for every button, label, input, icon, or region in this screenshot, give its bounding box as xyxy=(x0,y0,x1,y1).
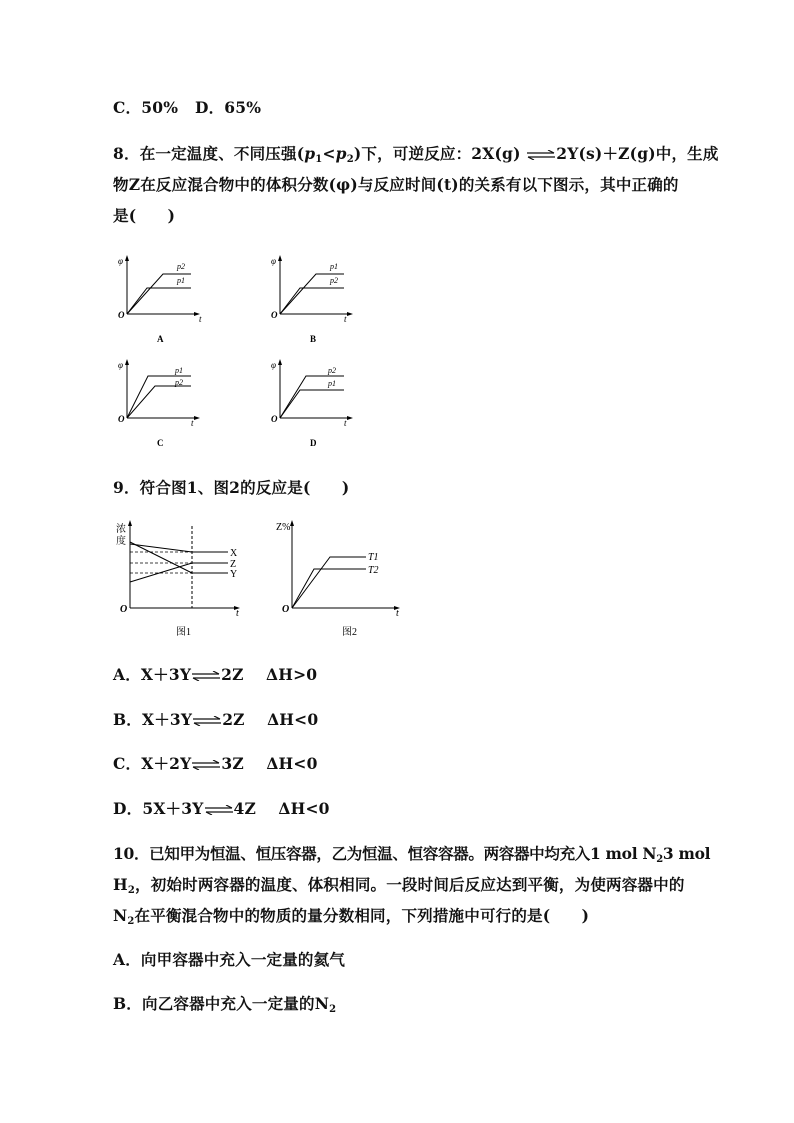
q9-figure-1 xyxy=(112,516,252,642)
q8-stem-mid: )下，可逆反应：2X(g) xyxy=(353,144,527,163)
y-axis-label: 度 xyxy=(116,536,126,547)
q10-text: N xyxy=(113,906,128,925)
curve-label: p2 xyxy=(177,262,185,271)
q8-reaction-rhs: 2Y(s)＋Z(g)中，生成 xyxy=(556,144,719,163)
equilibrium-arrow-icon xyxy=(192,716,222,726)
q10-stem-line2: $H_2$，初始时两容器的温度、体积相同。一段时间后反应达到平衡，为使两容器中的 xyxy=(113,875,685,896)
q10-option-a: A．向甲容器中充入一定量的氦气 xyxy=(113,950,346,969)
series-label-x: X xyxy=(230,548,238,559)
origin-label: O xyxy=(120,604,128,615)
q10-option-b: B．向乙容器中充入一定量的$N_2$ xyxy=(113,994,337,1015)
q7-option-d: D．65% xyxy=(194,98,262,117)
q9-figure-2 xyxy=(276,516,406,642)
option-label: A．X＋3Y xyxy=(113,665,192,684)
option-label: C．X＋2Y xyxy=(113,754,192,773)
curve-label: p1 xyxy=(330,262,338,271)
q10-stem-line3: $N_2$在平衡混合物中的物质的量分数相同，下列措施中可行的是( ) xyxy=(113,906,590,927)
option-enthalpy: ΔH>0 xyxy=(266,665,318,684)
series-label-t1: T1 xyxy=(368,552,379,563)
x-axis-label: t xyxy=(199,314,202,324)
option-product: 3Z xyxy=(221,754,244,773)
q10-text: 在平衡混合物中的物质的量分数相同，下列措施中可行的是( ) xyxy=(134,906,590,925)
curve-label: p2 xyxy=(175,378,183,387)
q9-stem: 9．符合图1、图2的反应是( ) xyxy=(113,478,350,497)
q10-text: 3 mol xyxy=(662,844,711,863)
equilibrium-arrow-icon xyxy=(191,760,221,770)
q10-text: B．向乙容器中充入一定量的N xyxy=(113,994,330,1013)
equilibrium-arrow-icon xyxy=(526,150,556,160)
q8-graph-b xyxy=(268,252,368,347)
q9-option-b xyxy=(113,708,318,730)
series-label-y: Y xyxy=(230,569,238,580)
option-label-b: B xyxy=(310,334,317,344)
equilibrium-arrow-icon xyxy=(191,671,221,681)
curve-label: p1 xyxy=(177,276,185,285)
curve-label: p1 xyxy=(175,366,183,375)
origin-label: O xyxy=(118,414,125,424)
fig2-caption: 图2 xyxy=(342,627,357,638)
q10-text: 10．已知甲为恒温、恒压容器，乙为恒温、恒容容器。两容器中均充入1 mol N xyxy=(113,844,657,863)
q10-stem-line1: 10．已知甲为恒温、恒压容器，乙为恒温、恒容容器。两容器中均充入1 mol $N_23$ mol xyxy=(113,844,711,865)
y-axis-label: φ xyxy=(271,360,276,370)
x-axis-label: t xyxy=(236,608,239,619)
x-axis-label: t xyxy=(344,418,347,428)
q10-text: ，初始时两容器的温度、体积相同。一段时间后反应达到平衡，为使两容器中的 xyxy=(135,875,685,894)
option-product: 4Z xyxy=(233,799,257,818)
series-label-z: Z xyxy=(230,559,237,570)
q8-stem-pre: 在一定温度、不同压强( xyxy=(139,144,305,163)
q8-p-compare: < xyxy=(322,144,336,163)
option-label: D．5X＋3Y xyxy=(113,799,204,818)
y-axis-label: Z% xyxy=(276,522,291,533)
q8-graph-d xyxy=(268,356,368,451)
q9-option-d xyxy=(113,797,330,819)
origin-label: O xyxy=(271,310,278,320)
equilibrium-arrow-icon xyxy=(204,805,234,815)
q8-p2: p xyxy=(335,144,347,163)
q10-text: H xyxy=(113,875,128,894)
option-enthalpy: ΔH<0 xyxy=(266,754,318,773)
origin-label: O xyxy=(282,604,290,615)
q8-p1: p xyxy=(304,144,316,163)
series-label-t2: T2 xyxy=(368,565,379,576)
q7-options-cd xyxy=(113,96,261,118)
option-label-c: C xyxy=(157,438,164,448)
fig1-caption: 图1 xyxy=(176,627,191,638)
option-label-a: A xyxy=(157,334,164,344)
curve-label: p1 xyxy=(328,379,336,388)
y-axis-label: 浓 xyxy=(116,524,126,535)
curve-label: p2 xyxy=(330,276,338,285)
q8-stem-line2: 物Z在反应混合物中的体积分数(φ)与反应时间(t)的关系有以下图示，其中正确的 xyxy=(113,175,679,194)
q9-option-c xyxy=(113,752,318,774)
option-product: 2Z xyxy=(221,665,244,684)
option-enthalpy: ΔH<0 xyxy=(278,799,330,818)
q8-stem-line1: 8．在一定温度、不同压强$(p_1<p_2)$下，可逆反应：2X(g) 2Y(s)＋Z(g)中，生成 xyxy=(113,144,719,165)
option-label-d: D xyxy=(310,438,317,448)
option-label: B．X＋3Y xyxy=(113,710,193,729)
y-axis-label: φ xyxy=(118,360,123,370)
q9-option-a xyxy=(113,663,317,685)
y-axis-label: φ xyxy=(271,256,276,266)
y-axis-label: φ xyxy=(118,256,123,266)
q8-graph-a xyxy=(115,252,215,347)
x-axis-label: t xyxy=(191,418,194,428)
origin-label: O xyxy=(271,414,278,424)
origin-label: O xyxy=(118,310,125,320)
curve-label: p2 xyxy=(328,366,336,375)
q8-number: 8． xyxy=(113,144,140,163)
option-product: 2Z xyxy=(222,710,245,729)
x-axis-label: t xyxy=(396,608,399,619)
q8-graph-c xyxy=(115,356,215,451)
option-enthalpy: ΔH<0 xyxy=(267,710,319,729)
x-axis-label: t xyxy=(344,314,347,324)
q8-stem-line3: 是( ) xyxy=(113,206,176,225)
q7-option-c: C．50% xyxy=(113,98,179,117)
